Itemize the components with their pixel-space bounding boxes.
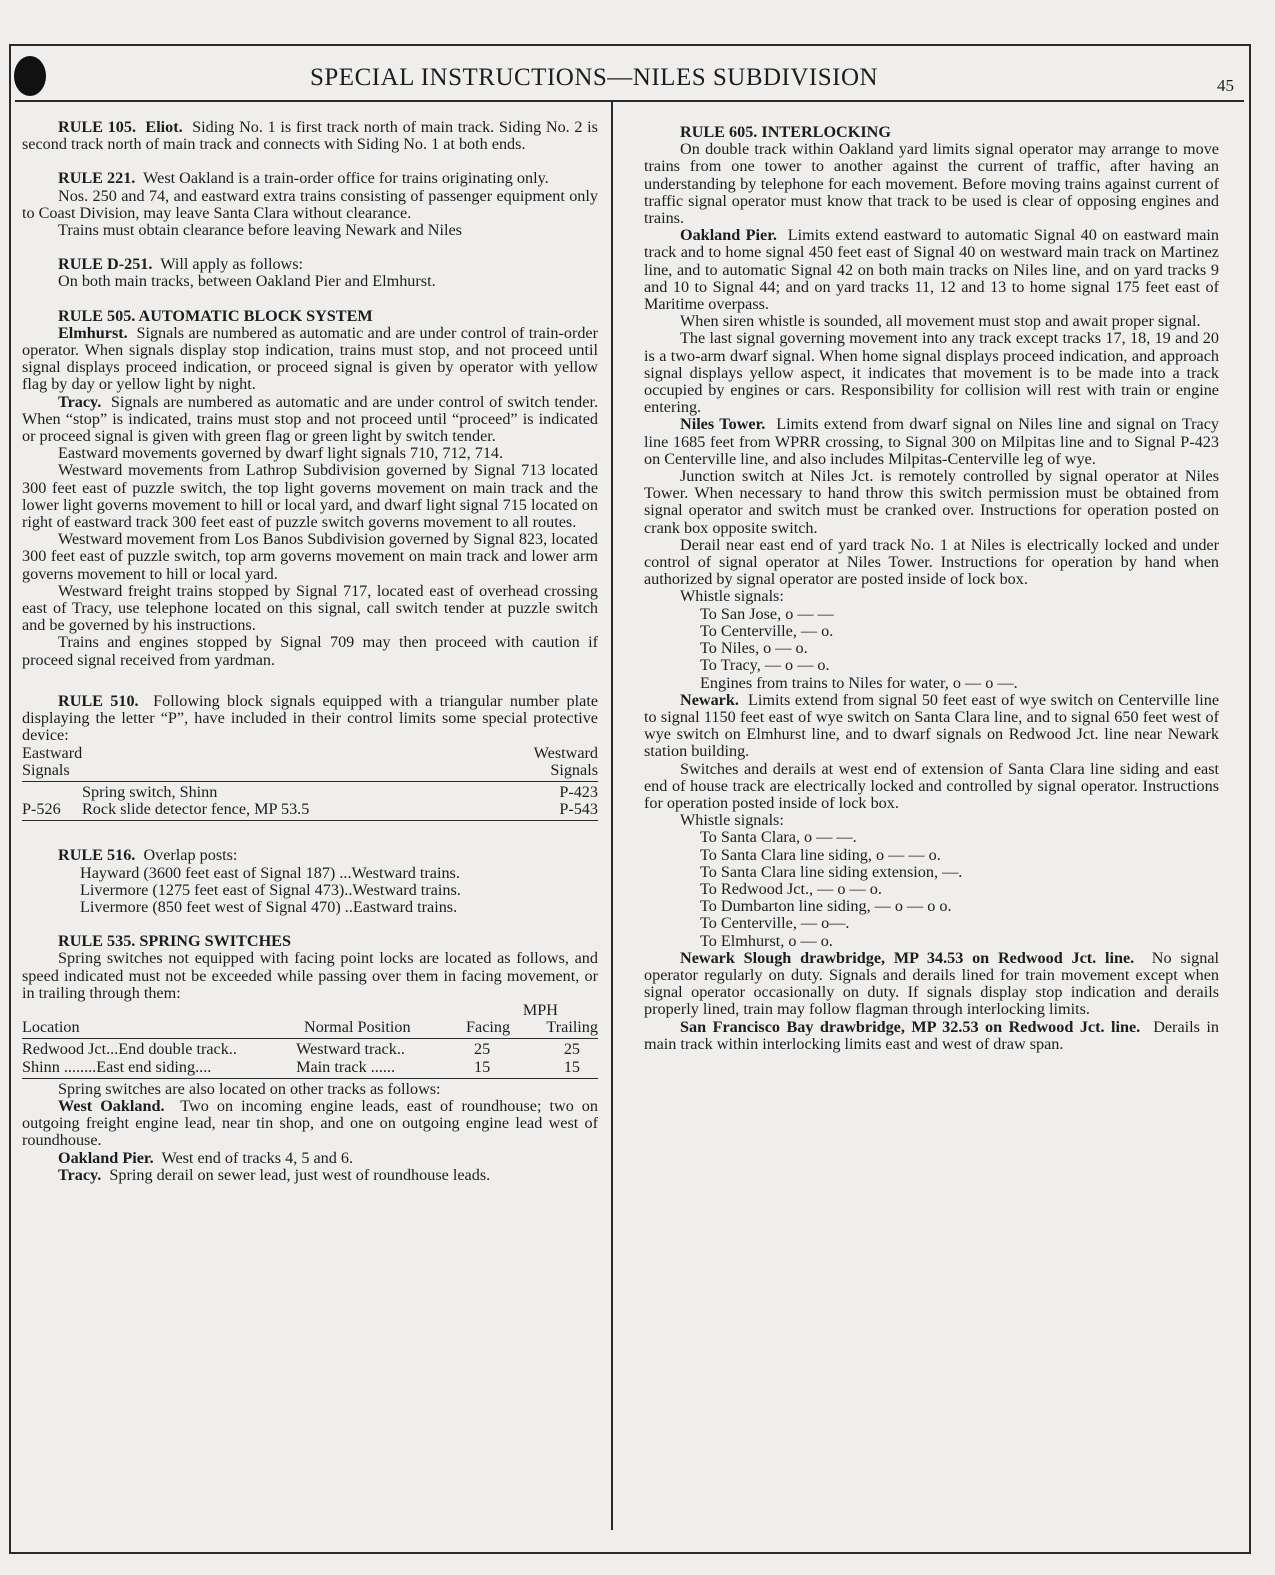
paragraph — [644, 227, 1219, 313]
paragraph: Trains must obtain clearance before leaving Newark and Niles — [58, 221, 462, 240]
header-text: Eastward — [22, 743, 83, 762]
paragraph: Junction switch at Niles Jct. is remotely controlled by signal operator at Niles Tower. When necessary to hand throw this switch permission must be obtained from signal operator and switch must be cranked over. Instructions for operation posted on crank box opposite switch. — [644, 467, 1219, 537]
table-cell: Main track ...... — [296, 1057, 396, 1076]
rule-text: Limits extend from dwarf signal on Niles line and signal on Tracy line 1685 feet from WPRR crossing, to Signal 300 on Milpitas line and to Signal P-423 on Centerville line, and also includes Milpitas-Centerville leg of wye. — [644, 415, 1220, 468]
rule-heading: RULE 221. — [58, 169, 136, 188]
header-text: Signals — [22, 760, 70, 779]
rule-text: Derails in main track within interlocking limits east and west of draw span. — [644, 1017, 1219, 1053]
paragraph: Trains and engines stopped by Signal 709 may then proceed with caution if proceed signal received from yardman. — [22, 633, 598, 669]
paragraph — [644, 416, 1219, 468]
list-item: To Tracy, — o — o. — [700, 656, 830, 675]
page-number: 45 — [1217, 76, 1234, 95]
table-cell: P-543 — [559, 800, 598, 819]
table-header — [22, 745, 598, 779]
rule-text: Limits extend from signal 50 feet east of wye switch on Centerville line to signal 1150 feet east of wye switch on Santa Clara line, and to signal 650 feet west of wye switch on Elmhurst line, and to dwarf signals on Redwood Jct. line near Newark station building. — [644, 690, 1220, 761]
whistle-heading: Whistle signals: — [680, 587, 784, 606]
place-name: Newark. — [680, 690, 739, 709]
list-item: To Dumbarton line siding, — o — o o. — [700, 897, 952, 916]
rule-heading: RULE D-251. — [58, 255, 153, 274]
table-cell: Redwood Jct...End double track.. — [22, 1040, 237, 1059]
table-cell: 15 — [474, 1057, 491, 1076]
paragraph — [22, 394, 598, 446]
place-name: Tracy. — [58, 1165, 102, 1184]
table-rule — [22, 1078, 598, 1079]
rule-text: Following block signals equipped with a triangular number plate displaying the letter “P”, have included in their control limits some special protective device: — [22, 691, 599, 745]
rule-510 — [22, 693, 598, 745]
place-name: Elmhurst. — [58, 323, 128, 342]
table-rule — [22, 1038, 598, 1039]
whistle-heading: Whistle signals: — [680, 811, 784, 830]
paragraph: Derail near east end of yard track No. 1 at Niles is electrically locked and under control of signal operator at Niles Tower. Instructions for operation by hand when authorized by signal operator are posted inside of lock box. — [644, 535, 1219, 589]
place-name: San Francisco Bay drawbridge, MP 32.53 on Redwood Jct. line. — [680, 1017, 1141, 1036]
list-item: To Redwood Jct., — o — o. — [700, 879, 882, 898]
rule-505-heading — [22, 308, 598, 325]
list-item: To Niles, o — o. — [700, 639, 808, 658]
binder-hole — [14, 56, 46, 96]
rule-text: West end of tracks 4, 5 and 6. — [161, 1148, 354, 1167]
list-item: To Elmhurst, o — o. — [700, 931, 833, 950]
rule-text: Siding No. 1 is first track north of main track. Siding No. 2 is second track north of main track and connects with Siding No. 1 at both ends. — [22, 118, 598, 154]
header-text: Signals — [550, 760, 598, 779]
place-name: Newark Slough drawbridge, MP 34.53 on Redwood Jct. line. — [680, 948, 1135, 967]
place-name: Oakland Pier. — [680, 226, 777, 245]
left-column — [22, 119, 598, 1184]
table-row — [22, 1041, 598, 1058]
rule-text: Two on incoming engine leads, east of roundhouse; two on outgoing freight engine lead, near tin shop, and one on outgoing engine lead west of roundhouse. — [22, 1096, 598, 1150]
table-cell: Shinn ........East end siding.... — [22, 1057, 212, 1076]
column-header — [22, 745, 82, 779]
paragraph: Eastward movements governed by dwarf light signals 710, 712, 714. — [58, 444, 504, 463]
place-name: West Oakland. — [58, 1096, 165, 1115]
rule-heading: RULE 105. — [58, 118, 136, 136]
rule-text: Will apply as follows: — [160, 255, 304, 274]
paragraph: On double track within Oakland yard limits signal operator may arrange to move trains from one tower to another against the current of traffic, after having an understanding by telephone for each movement. Before moving trains against current of traffic signal operator must know that track to be used is clear of opposing engines and trains. — [644, 140, 1219, 228]
table-cell — [22, 784, 82, 801]
rule-text: Spring derail on sewer lead, just west of roundhouse leads. — [109, 1165, 491, 1184]
table-row — [22, 1059, 598, 1076]
rule-heading: RULE 505. AUTOMATIC BLOCK SYSTEM — [58, 306, 373, 325]
table-header — [22, 1019, 598, 1036]
list-item: To Santa Clara line siding, o — — o. — [700, 845, 941, 864]
paragraph — [22, 1098, 598, 1150]
place-name: Niles Tower. — [680, 415, 766, 434]
table-rule — [22, 820, 598, 821]
paragraph: On both main tracks, between Oakland Pier and Elmhurst. — [58, 272, 436, 291]
table-cell: Westward track.. — [296, 1040, 405, 1059]
place-name: Oakland Pier. — [58, 1148, 154, 1167]
paragraph: Spring switches not equipped with facing point locks are located as follows, and speed indicated must not be exceeded while passing over them in facing movement, or in trailing through them: — [22, 949, 598, 1002]
table-rule — [22, 781, 598, 782]
paragraph — [644, 950, 1219, 1019]
rule-text: Overlap posts: — [143, 846, 238, 865]
paragraph: When siren whistle is sounded, all movement must stop and await proper signal. — [680, 312, 1201, 331]
paragraph — [644, 692, 1219, 761]
rule-heading: RULE 516. — [58, 846, 136, 865]
header-rule — [15, 100, 1244, 102]
column-header: Trailing — [546, 1018, 598, 1037]
rule-text: Limits extend eastward to automatic Signal 40 on eastward main track and to home signal 450 feet east of Signal 40 on westward main track on Martinez line, and to automatic Signal 42 on both main tracks on Niles line, and on yard tracks 9 and 10 to Signal 44; and on yard tracks 11, 12 and 13 to home signal 175 feet east of Maritime overpass. — [644, 226, 1219, 314]
rule-d251 — [22, 256, 598, 273]
list-item: To Centerville, — o. — [700, 621, 834, 640]
column-header — [534, 745, 598, 779]
rule-535-heading — [22, 933, 598, 950]
rule-text: West Oakland is a train-order office for trains originating only. — [143, 169, 549, 188]
rule-605-heading — [644, 124, 1219, 141]
place-name: Eliot. — [145, 118, 183, 136]
list-item: To San Jose, o — — — [700, 604, 834, 623]
rule-heading: RULE 535. SPRING SWITCHES — [58, 932, 291, 951]
table-cell: 15 — [563, 1057, 580, 1076]
rule-text: No signal operator regularly on duty. Signals and derails lined for train movement except when signal operator occasionally on duty. If signals display stop indication and derails properly lined, train may follow flagman through interlocking limits. — [644, 948, 1220, 1019]
list-item: To Centerville, — o—. — [700, 914, 850, 933]
rule-105 — [22, 119, 598, 153]
spring-switch-table — [22, 1002, 598, 1079]
header-text: Westward — [533, 743, 598, 762]
paragraph: Westward movements from Lathrop Subdivision governed by Signal 713 located 300 feet east of puzzle switch, the top light governs movement on main track and the lower light governs movement to hill or local yard, and dwarf light signal 715 located on right of eastward track 300 feet east of puzzle switch governs movement to all routes. — [22, 461, 598, 532]
right-column — [644, 124, 1219, 1053]
signal-table — [22, 745, 598, 822]
table-cell: Rock slide detector fence, MP 53.5 — [82, 800, 310, 819]
table-cell: 25 — [474, 1040, 491, 1059]
rule-text: Signals are numbered as automatic and are under control of train-order operator. When signals display stop indication, trains must stop, and not proceed until signal displays proceed indication, or proceed signal is given by operator with yellow flag by day or yellow light by night. — [22, 323, 599, 394]
table-cell: Spring switch, Shinn — [82, 782, 218, 801]
rule-221 — [22, 170, 598, 187]
rule-heading: RULE 510. — [58, 691, 139, 710]
list-item: Livermore (850 feet west of Signal 470) ..Eastward trains. — [80, 897, 458, 916]
paragraph — [22, 1150, 598, 1167]
column-header: Normal Position — [304, 1018, 411, 1037]
rule-516 — [22, 847, 598, 864]
paragraph: Spring switches are also located on other tracks as follows: — [58, 1079, 441, 1098]
table-cell: P-423 — [559, 782, 598, 801]
list-item: Hayward (3600 feet east of Signal 187) ...Westward trains. — [80, 863, 460, 882]
paragraph — [22, 1167, 598, 1184]
column-header: Location — [22, 1018, 80, 1037]
paragraph: Westward freight trains stopped by Signal 717, located east of overhead crossing east of Tracy, use telephone located on this signal, call switch tender at puzzle switch and be governed by his instructions. — [22, 581, 598, 635]
list-item: To Santa Clara, o — —. — [700, 828, 857, 847]
list-item: Livermore (1275 feet east of Signal 473)..Westward trains. — [80, 880, 461, 899]
table-cell: P-526 — [22, 800, 61, 819]
table-cell: 25 — [563, 1040, 580, 1059]
paragraph: Westward movement from Los Banos Subdivision governed by Signal 823, located 300 feet east of puzzle switch, top arm governs movement on main track and lower arm governs movement to hill or local yard. — [22, 530, 598, 583]
page-header — [60, 64, 1240, 98]
list-item: Engines from trains to Niles for water, o — o —. — [700, 673, 1018, 692]
list-item: To Santa Clara line siding extension, —. — [700, 862, 963, 881]
paragraph: Nos. 250 and 74, and eastward extra trains consisting of passenger equipment only to Coast Division, may leave Santa Clara without clearance. — [22, 186, 598, 222]
place-name: Tracy. — [58, 392, 102, 411]
paragraph — [22, 325, 598, 394]
paragraph — [644, 1019, 1219, 1053]
page-title: SPECIAL INSTRUCTIONS—NILES SUBDIVISION — [310, 64, 879, 91]
paragraph: Switches and derails at west end of extension of Santa Clara line siding and east end of house track are electrically locked and controlled by signal operator. Instructions for operation posted inside of lock box. — [644, 759, 1219, 812]
table-row — [22, 784, 598, 801]
paragraph: The last signal governing movement into any track except tracks 17, 18, 19 and 20 is a two-arm dwarf signal. When home signal displays proceed indication, and approach signal displays yellow aspect, it indicates that movement is to be made into a track occupied by engines or cars. Responsibility for collision will rest with train or engine entering. — [644, 329, 1219, 417]
rule-heading: RULE 605. INTERLOCKING — [680, 123, 891, 141]
table-row — [22, 801, 598, 818]
column-divider — [611, 102, 613, 1530]
rule-text: Signals are numbered as automatic and are under control of switch tender. When “stop” is indicated, trains must stop and not proceed until “proceed” is indicated or proceed signal is given with green flag or green light by switch tender. — [22, 392, 598, 446]
column-header: MPH — [522, 1000, 558, 1019]
column-header: Facing — [466, 1018, 511, 1037]
